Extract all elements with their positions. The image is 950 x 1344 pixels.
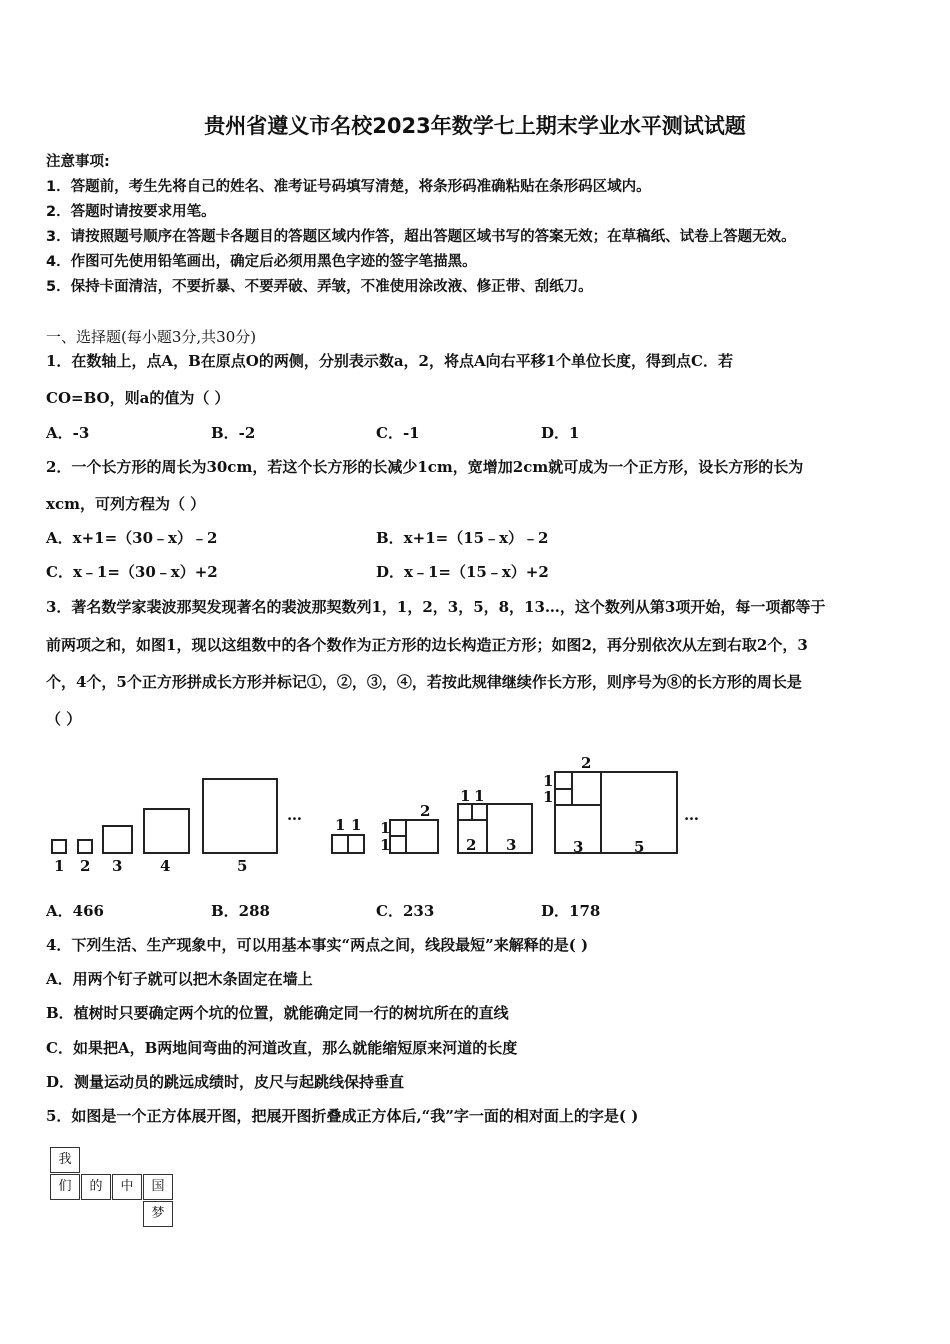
fig1-label: 4 xyxy=(160,857,171,875)
q1-option-b: B．-2 xyxy=(211,424,256,442)
fig2-label: 1 xyxy=(543,788,554,806)
q4-option-a: A．用两个钉子就可以把木条固定在墙上 xyxy=(46,970,313,988)
note-item: 5．保持卡面清洁，不要折暴、不要弄破、弄皱，不准使用涂改液、修正带、刮纸刀。 xyxy=(46,279,593,295)
fig1-square-1 xyxy=(52,840,66,853)
q2-option-a: A．x+1=（30﹣x）﹣2 xyxy=(46,529,218,547)
q2-option-c: C．x﹣1=（30﹣x）+2 xyxy=(46,563,218,581)
q2-stem-line2: xcm，可列方程为（ ） xyxy=(46,495,206,513)
fig1-label: 3 xyxy=(112,857,123,875)
q4-option-c: C．如果把A，B两地间弯曲的河道改直，那么就能缩短原来河道的长度 xyxy=(46,1039,518,1057)
q3-stem-line1: 3．著名数学家裴波那契发现著名的裴波那契数列1，1，2，3，5，8，13…，这个数列从第3项开始，每一项都等于 xyxy=(46,598,826,616)
fig1-label: 1 xyxy=(54,857,65,875)
q1-option-a: A．-3 xyxy=(46,424,90,442)
q1-option-c: C．-1 xyxy=(376,424,420,442)
fig1-square-2 xyxy=(78,840,92,853)
q2-option-d: D．x﹣1=（15﹣x）+2 xyxy=(376,563,549,581)
q2-option-b: B．x+1=（15﹣x）﹣2 xyxy=(376,529,549,547)
fig2-label: 1 xyxy=(335,816,346,834)
fig2-label: 2 xyxy=(466,836,477,854)
q5-stem: 5．如图是一个正方体展开图，把展开图折叠成正方体后,“我”字一面的相对面上的字是( ) xyxy=(46,1107,639,1125)
fig2-label: 1 xyxy=(351,816,362,834)
notes-heading: 注意事项: xyxy=(46,154,110,170)
note-item: 4．作图可先使用铅笔画出，确定后必须用黑色字迹的签字笔描黑。 xyxy=(46,254,477,270)
q1-stem-line1: 1．在数轴上，点A，B在原点O的两侧，分别表示数a，2，将点A向右平移1个单位长度，得到点C．若 xyxy=(46,352,733,370)
q3-option-c: C．233 xyxy=(376,902,435,920)
cube-face: 中 xyxy=(112,1174,142,1200)
q1-stem-line2: CO=BO，则a的值为（ ） xyxy=(46,389,230,407)
fig2-label: 1 xyxy=(380,836,391,854)
cube-face: 国 xyxy=(143,1174,173,1200)
note-item: 2．答题时请按要求用笔。 xyxy=(46,204,216,220)
fig2-label: 2 xyxy=(581,754,592,772)
q4-option-d: D．测量运动员的跳远成绩时，皮尺与起跳线保持垂直 xyxy=(46,1073,405,1091)
page-title: 贵州省遵义市名校2023年数学七上期末学业水平测试试题 xyxy=(204,114,746,138)
fig2-label: 2 xyxy=(420,802,431,820)
q2-stem-line1: 2．一个长方形的周长为30cm，若这个长方形的长减少1cm，宽增加2cm就可成为一个正方形，设长方形的长为 xyxy=(46,458,804,476)
fig1-square-5 xyxy=(203,779,277,853)
fig2-label: 1 xyxy=(460,787,471,805)
ellipsis: … xyxy=(287,806,302,824)
q3-option-b: B．288 xyxy=(211,902,270,920)
cube-face: 们 xyxy=(50,1174,80,1200)
cube-face: 梦 xyxy=(143,1201,173,1227)
fig2-label: 1 xyxy=(474,787,485,805)
fig1-square-4 xyxy=(144,809,189,853)
cube-face: 的 xyxy=(81,1174,111,1200)
q3-stem-line4: （ ） xyxy=(46,710,82,728)
cube-face: 我 xyxy=(50,1147,80,1173)
q3-stem-line2: 前两项之和，如图1，现以这组数中的各个数作为正方形的边长构造正方形；如图2，再分别依次从左到右取2个，3 xyxy=(46,636,808,654)
q3-stem-line3: 个，4个，5个正方形拼成长方形并标记①，②，③，④，若按此规律继续作长方形，则序号为⑧的长方形的周长是 xyxy=(46,673,802,691)
q3-option-a: A．466 xyxy=(46,902,104,920)
fibonacci-figure xyxy=(0,740,950,890)
fig2-label: 3 xyxy=(506,836,517,854)
fig1-label: 2 xyxy=(80,857,91,875)
q4-stem: 4．下列生活、生产现象中，可以用基本事实“两点之间，线段最短”来解释的是( ) xyxy=(46,936,589,954)
ellipsis: … xyxy=(684,806,699,824)
q1-option-d: D．1 xyxy=(541,424,580,442)
fig2-label: 3 xyxy=(573,838,584,856)
fig2-label: 1 xyxy=(380,819,391,837)
fig1-label: 5 xyxy=(237,857,248,875)
fig2-label: 5 xyxy=(634,838,645,856)
note-item: 3．请按照题号顺序在答题卡各题目的答题区域内作答，超出答题区域书写的答案无效；在草稿纸、试卷上答题无效。 xyxy=(46,229,796,245)
note-item: 1．答题前，考生先将自己的姓名、准考证号码填写清楚，将条形码准确粘贴在条形码区域内。 xyxy=(46,179,651,195)
q4-option-b: B．植树时只要确定两个坑的位置，就能确定同一行的树坑所在的直线 xyxy=(46,1004,509,1022)
fig1-square-3 xyxy=(103,826,132,853)
section-heading: 一、选择题(每小题3分,共30分) xyxy=(46,328,257,346)
q3-option-d: D．178 xyxy=(541,902,601,920)
fig2-label: 1 xyxy=(543,772,554,790)
